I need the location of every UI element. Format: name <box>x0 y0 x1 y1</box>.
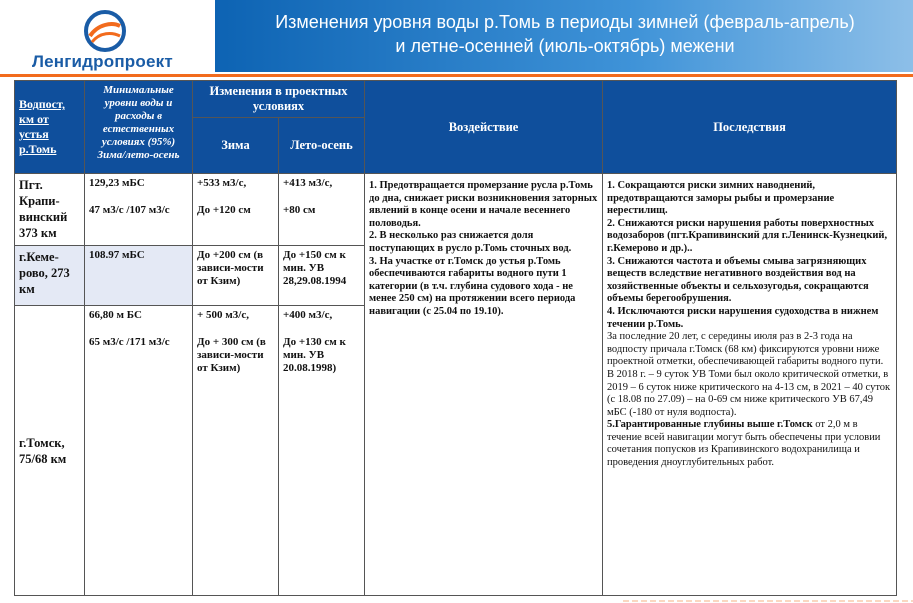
winter-level: До + 300 см (в зависи-мости от Кзим) <box>197 336 266 374</box>
impact-item-2: 2. В несколько раз снижается доля поступающих в русло р.Томь сточных вод. <box>369 230 572 254</box>
title-line-1: Изменения уровня воды р.Томь в периоды зимней (февраль-апрель) <box>275 12 855 32</box>
natural-cell <box>85 174 193 246</box>
water-level-table <box>14 80 897 596</box>
winter-level: До +120 см <box>197 204 251 216</box>
summer-cell: До +150 см к мин. УВ 28,29.08.1994 <box>279 246 365 306</box>
consequence-note: За последние 20 лет, с середины июля раз в 2-3 года на водпосту причала г.Томск (68 км) фиксируются уровни ниже проектной отметки, обеспечивающей габариты водного пути. В 2018 г. – 9 суток УВ Томи был около критической отметки, в 2019 – 6 суток ниже критического на 4-13 см, в 2021 – 40 суток (с 18.08 по 27.09) – на 0-69 см ниже критического УВ 67,49 мБС (-180 от нуля водпоста). <box>607 331 891 418</box>
consequence-item-3: 3. Снижаются частота и объемы смыва загрязняющих веществ вследствие негативного воздействия вод на хозяйственные объекты и сельхозугодья, сокращаются объемы берегообрушения. <box>607 255 869 305</box>
impact-item-3: 3. На участке от г.Томск до устья р.Томь обеспечиваются габариты водного пути 1 категории (в т.ч. глубина судового хода - не менее 250 см) на протяжении всего периода навигации (с 25.04 по 19.10). <box>369 255 576 317</box>
natural-level: 129,23 мБС <box>89 177 145 189</box>
impact-cell <box>365 174 603 596</box>
winter-flow: + 500 м3/с, <box>197 309 249 321</box>
summer-flow: +400 м3/с, <box>283 309 333 321</box>
header <box>0 0 913 78</box>
summer-level: До +130 см к мин. УВ 20.08.1998) <box>283 336 346 374</box>
natural-flow: 47 м3/с /107 м3/с <box>89 204 170 216</box>
winter-cell <box>193 174 279 246</box>
summer-cell <box>279 306 365 596</box>
page-title <box>225 10 905 58</box>
summer-cell <box>279 174 365 246</box>
natural-level: 108.97 мБС <box>85 246 193 306</box>
header-location: Водпост, км от устья р.Томь <box>15 81 85 174</box>
impact-item-1: 1. Предотвращается промерзание русла р.Томь до дна, снижает риски возникновения заторных явлений в конце осени и начале весеннего половодья. <box>369 180 598 229</box>
footer-decoration <box>623 595 913 603</box>
consequence-item-2: 2. Снижаются риски нарушения работы поверхностных водозаборов (пгт.Крапивинский для г.Ленинск-Кузнецкий, г.Кемерово и др.).. <box>607 217 888 254</box>
consequences-cell <box>603 174 897 596</box>
header-impact: Воздействие <box>365 81 603 174</box>
table-row <box>15 174 897 246</box>
header-natural-conditions: Минимальные уровни воды и расходы в естественных условиях (95%) Зима/лето-осень <box>85 81 193 174</box>
consequence-item-1: 1. Сокращаются риски зимних наводнений, предотвращаются заморы рыбы и промерзание нерестилищ. <box>607 180 835 217</box>
header-summer-autumn: Лето-осень <box>279 118 365 174</box>
location-cell: Пгт. Крапи-винский 373 км <box>15 174 85 246</box>
title-line-2: и летне-осенней (июль-октябрь) межени <box>395 36 735 56</box>
location-cell: г.Томск, 75/68 км <box>15 306 85 596</box>
consequence-item-5 <box>607 419 892 469</box>
consequence-5-bold: 5.Гарантированные глубины выше г.Томск <box>607 419 813 431</box>
natural-level: 66,80 м БС <box>89 309 142 321</box>
winter-cell <box>193 306 279 596</box>
header-consequences: Последствия <box>603 81 897 174</box>
consequence-5-rest: от 2,0 м в течение всей навигации могут быть обеспечены при условии сочетания попусков из Крапивинского водохранилища и проведения дноуглубительных работ. <box>607 419 881 469</box>
header-divider <box>0 74 913 77</box>
consequence-item-4: 4. Исключаются риски нарушения судоходства в нижнем течении р.Томь. <box>607 305 879 330</box>
natural-flow: 65 м3/с /171 м3/с <box>89 336 170 348</box>
natural-cell <box>85 306 193 596</box>
header-winter: Зима <box>193 118 279 174</box>
company-logo-text: Ленгидропроект <box>32 52 173 71</box>
company-logo-icon <box>84 10 126 52</box>
summer-flow: +413 м3/с, <box>283 177 333 189</box>
summer-level: +80 см <box>283 204 316 216</box>
winter-cell: До +200 см (в зависи-мости от Кзим) <box>193 246 279 306</box>
winter-flow: +533 м3/с, <box>197 177 247 189</box>
header-project-changes: Изменения в проектных условиях <box>193 81 365 118</box>
location-cell: г.Кеме-рово, 273 км <box>15 246 85 306</box>
